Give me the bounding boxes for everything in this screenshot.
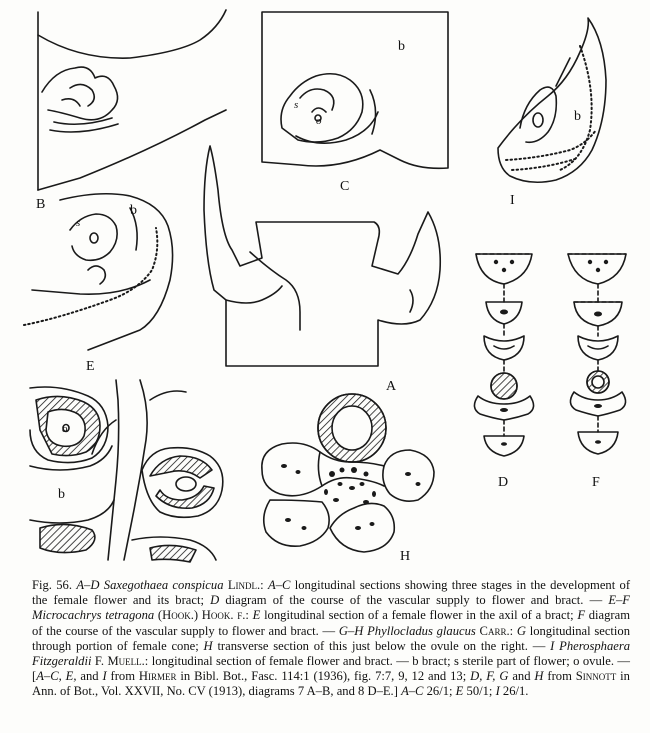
- caption-text: and: [80, 669, 99, 684]
- caption-ref: D: [210, 593, 220, 608]
- caption-ref: E: [252, 608, 261, 623]
- caption-citation-author: Sinnott: [575, 669, 617, 684]
- annot-g-b: b: [58, 487, 65, 502]
- caption-text: diagram of the course of the vascular supply to flower and bract. —: [225, 593, 603, 608]
- caption-species: Pherosphaera Fitzgeraldii: [32, 638, 631, 669]
- panel-e-drawing: [24, 194, 173, 350]
- annot-c-b: b: [398, 39, 405, 54]
- caption-author: Carr.:: [479, 623, 514, 638]
- caption-ref: E–F: [608, 593, 630, 608]
- caption-text: longitudinal sections showing three stages in the development of the female flower and its bract;: [32, 578, 631, 608]
- caption-text: 50/1;: [466, 684, 493, 699]
- panel-c-drawing: [262, 12, 448, 168]
- caption-text: diagram of the course of the vascular supply to flower and bract. —: [32, 608, 631, 638]
- annot-g-o: o: [62, 423, 68, 435]
- panel-b-drawing: [38, 10, 226, 190]
- annot-e-s: s: [76, 217, 81, 229]
- caption-species: Saxegothaea conspicua: [103, 578, 224, 592]
- caption-ref: E: [455, 684, 464, 699]
- caption-text: longitudinal section of female flower and bract. — b bract; s sterile part of flower; o ovule. — [: [32, 654, 630, 684]
- caption-text: transverse section of this just below the ovule on the right. —: [217, 638, 546, 653]
- label-h: H: [400, 549, 411, 564]
- caption-ref: I: [102, 669, 107, 684]
- annot-c-o: o: [316, 115, 322, 127]
- caption-ref: F: [577, 608, 586, 623]
- label-b: B: [36, 197, 46, 212]
- panel-f-diagram: [568, 254, 626, 454]
- caption-fig-number: Fig. 56.: [32, 578, 73, 592]
- panel-d-diagram: [474, 254, 533, 456]
- annot-i-b: b: [574, 109, 581, 124]
- annot-e-b: b: [130, 203, 137, 218]
- caption-ref: A–D: [76, 578, 100, 592]
- annot-c-s: s: [294, 99, 299, 111]
- caption-text: 26/1;: [426, 684, 453, 699]
- label-c: C: [340, 179, 350, 194]
- label-f: F: [592, 475, 600, 490]
- panel-a-drawing: [204, 146, 440, 366]
- caption-ref: I: [495, 684, 500, 699]
- caption-text: 26/1.: [502, 684, 529, 699]
- caption-ref: H: [534, 669, 544, 684]
- figure-caption: Fig. 56. A–D Saxegothaea conspicua Lindl.: A–C longitudinal sections showing three stages in the development of the female flower and its bract; D diagram of the course of the vascular supply to flower and bract. — E–F Microcachrys tetragona (Hook.) Hook. f.: E longitudinal section of a female flower in the axil of a bract; F diagram of the course of the vascular supply to flower and bract. — G–H Phyllocladus glaucus Carr.: G longitudinal section through portion of female cone; H transverse section of this just below the ovule on the right. — I Pherosphaera Fitzgeraldii F. Muell.: longitudinal section of female flower and bract. — b bract; s sterile part of flower; o ovule. — [A–C, E, and I from Hirmer in Bibl. Bot., Fasc. 114:1 (1936), fig. 7:7, 9, 12 and 13; D, F, G and H from Sinnott in Ann. of Bot., Vol. XXVII, No. CV (1913), diagrams 7 A–B, and 8 D–E.] A–C 26/1; E 50/1; I 26/1.: [32, 578, 631, 699]
- caption-text: and: [512, 669, 531, 684]
- label-a: A: [386, 379, 397, 394]
- caption-text: longitudinal section through portion of female cone;: [32, 623, 630, 653]
- caption-text: from: [547, 669, 572, 684]
- caption-ref: A–C: [401, 684, 424, 699]
- caption-text: from: [110, 669, 136, 684]
- label-i: I: [510, 193, 515, 208]
- caption-text: in Bibl. Bot., Fasc. 114:1 (1936), fig. 7:7, 9, 12 and 13;: [180, 669, 467, 684]
- caption-author: F. Muell.:: [94, 654, 149, 669]
- caption-ref: G–H: [338, 623, 364, 638]
- caption-ref: G: [516, 623, 526, 638]
- label-e: E: [86, 359, 95, 374]
- caption-citation-author: Hirmer: [138, 669, 177, 684]
- caption-text: in Ann. of Bot., Vol. XXVII, No. CV (1913), diagrams 7 A–B, and 8 D–E.]: [32, 669, 630, 699]
- caption-ref: A–C: [268, 578, 291, 592]
- caption-ref: I: [550, 638, 555, 653]
- panel-h-drawing: [262, 394, 434, 552]
- caption-species: Phyllocladus glaucus: [367, 623, 476, 638]
- caption-text: longitudinal section of a female flower in the axil of a bract;: [264, 608, 574, 623]
- panel-g-drawing: [30, 380, 223, 562]
- caption-ref: A–C, E,: [36, 669, 77, 684]
- caption-ref: H: [203, 638, 213, 653]
- caption-ref: D, F, G: [470, 669, 509, 684]
- panel-i-drawing: [498, 18, 606, 182]
- caption-author: Lindl.: [227, 578, 261, 592]
- caption-species: Microcachrys tetragona: [32, 608, 155, 623]
- label-d: D: [498, 475, 509, 490]
- caption-author: (Hook.) Hook. f.:: [157, 608, 249, 623]
